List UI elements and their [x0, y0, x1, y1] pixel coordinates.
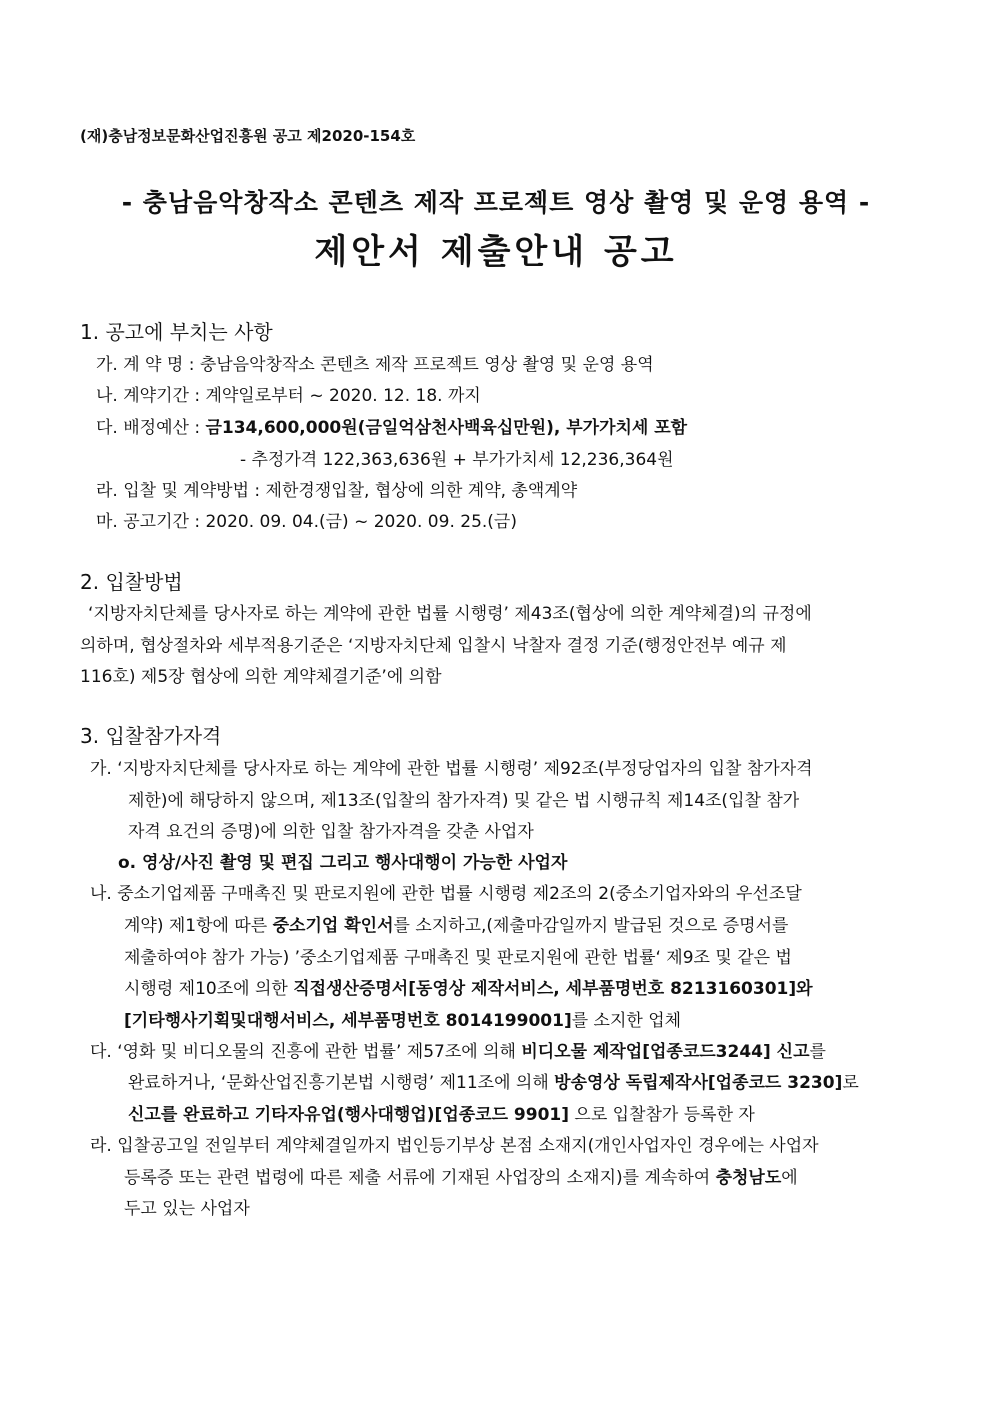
da-text-b: 를	[809, 1042, 826, 1062]
qualification-na-line-5	[124, 1009, 681, 1033]
da-event-agency: 신고를 완료하고 기타자유업(행사대행업)[업종코드 9901]	[128, 1105, 570, 1125]
da-text-c: 완료하거나, ‘문화산업진흥기본법 시행령’ 제11조에 의해	[128, 1073, 555, 1093]
na-text-b: 를 소지하고,(제출마감일까지 발급된 것으로 증명서를	[393, 916, 789, 936]
qualification-na-line-4	[124, 977, 813, 1001]
qualification-ga-line-1: 가. ‘지방자치단체를 당사자로 하는 계약에 관한 법률 시행령’ 제92조(부정당업자의 입찰 참가자격	[90, 759, 813, 779]
qualification-ra-line-3: 두고 있는 사업자	[124, 1199, 250, 1219]
qualification-ga-line-2: 제한)에 해당하지 않으며, 제13조(입찰의 참가자격) 및 같은 법 시행규칙 제14조(입찰 참가	[128, 791, 800, 811]
qualification-na-line-3: 제출하여야 참가 가능) ’중소기업제품 구매촉진 및 판로지원에 관한 법률‘ 제9조 및 같은 법	[124, 948, 792, 968]
ra-text-a: 등록증 또는 관련 법령에 따른 제출 서류에 기재된 사업장의 소재지)를 계속하여	[124, 1168, 716, 1188]
section2-line-2: 의하며, 협상절차와 세부적용기준은 ‘지방자치단체 입찰시 낙찰자 결정 기준(행정안전부 예규 제	[80, 636, 787, 656]
qualification-da-line-1	[90, 1040, 826, 1064]
bidding-method-item: 라. 입찰 및 계약방법 : 제한경쟁입찰, 협상에 의한 계약, 총액계약	[96, 481, 578, 501]
budget-label: 다. 배정예산 :	[96, 418, 206, 438]
ra-text-b: 에	[781, 1168, 798, 1188]
da-text-e: 으로 입찰참가 등록한 자	[569, 1105, 755, 1125]
notice-period-item: 마. 공고기간 : 2020. 09. 04.(금) ~ 2020. 09. 25.(금)	[96, 512, 517, 532]
section2-line-1: ‘지방자치단체를 당사자로 하는 계약에 관한 법률 시행령’ 제43조(협상에 의한 계약체결)의 규정에	[88, 604, 812, 624]
qualification-na-line-1: 나. 중소기업제품 구매촉진 및 판로지원에 관한 법률 시행령 제2조의 2(중소기업자와의 우선조달	[90, 884, 802, 904]
qualification-da-line-3	[128, 1103, 755, 1127]
budget-item	[96, 416, 687, 440]
contract-name-item: 가. 계 약 명 : 충남음악창작소 콘텐츠 제작 프로젝트 영상 촬영 및 운영 용역	[96, 355, 654, 375]
ra-chungnam: 충청남도	[715, 1168, 782, 1188]
na-event-service-code: [기타행사기획및대행서비스, 세부품명번호 8014199001]	[124, 1011, 572, 1031]
section1-heading: 1. 공고에 부치는 사항	[80, 320, 273, 344]
na-text-c: 시행령 제10조에 의한	[124, 979, 294, 999]
budget-detail: - 추정가격 122,363,636원 + 부가가치세 12,236,364원	[240, 450, 674, 470]
section2-line-3: 116호) 제5장 협상에 의한 계약체결기준’에 의함	[80, 667, 442, 687]
section2-heading: 2. 입찰방법	[80, 570, 183, 594]
da-text-d: 로	[842, 1073, 859, 1093]
qualification-ra-line-1: 라. 입찰공고일 전일부터 계약체결일까지 법인등기부상 본점 소재지(개인사업자인 경우에는 사업자	[90, 1136, 819, 1156]
na-direct-production-cert: 직접생산증명서[동영상 제작서비스, 세부품명번호 8213160301]와	[293, 979, 813, 999]
na-sme-certificate: 중소기업 확인서	[272, 916, 394, 936]
document-title: 제안서 제출안내 공고	[314, 232, 678, 272]
document-subtitle: - 충남음악창작소 콘텐츠 제작 프로젝트 영상 촬영 및 운영 용역 -	[121, 188, 871, 217]
qualification-ra-line-2	[124, 1166, 798, 1190]
na-text-d: 를 소지한 업체	[571, 1011, 682, 1031]
notice-number: (재)충남정보문화산업진흥원 공고 제2020-154호	[80, 127, 416, 145]
budget-amount: 금134,600,000원(금일억삼천사백육십만원), 부가가치세 포함	[205, 418, 688, 438]
qualification-ga-line-3: 자격 요건의 증명)에 의한 입찰 참가자격을 갖춘 사업자	[128, 822, 534, 842]
contract-period-item: 나. 계약기간 : 계약일로부터 ~ 2020. 12. 18. 까지	[96, 386, 481, 406]
da-text-a: 다. ‘영화 및 비디오물의 진흥에 관한 법률’ 제57조에 의해	[90, 1042, 522, 1062]
section3-heading: 3. 입찰참가자격	[80, 724, 222, 748]
qualification-ga-bullet: o. 영상/사진 촬영 및 편집 그리고 행사대행이 가능한 사업자	[118, 853, 568, 873]
na-text-a: 계약) 제1항에 따른	[124, 916, 273, 936]
da-broadcast-producer: 방송영상 독립제작사[업종코드 3230]	[554, 1073, 843, 1093]
da-video-business: 비디오물 제작업[업종코드3244] 신고	[521, 1042, 810, 1062]
qualification-da-line-2	[128, 1071, 859, 1095]
qualification-na-line-2	[124, 914, 788, 938]
